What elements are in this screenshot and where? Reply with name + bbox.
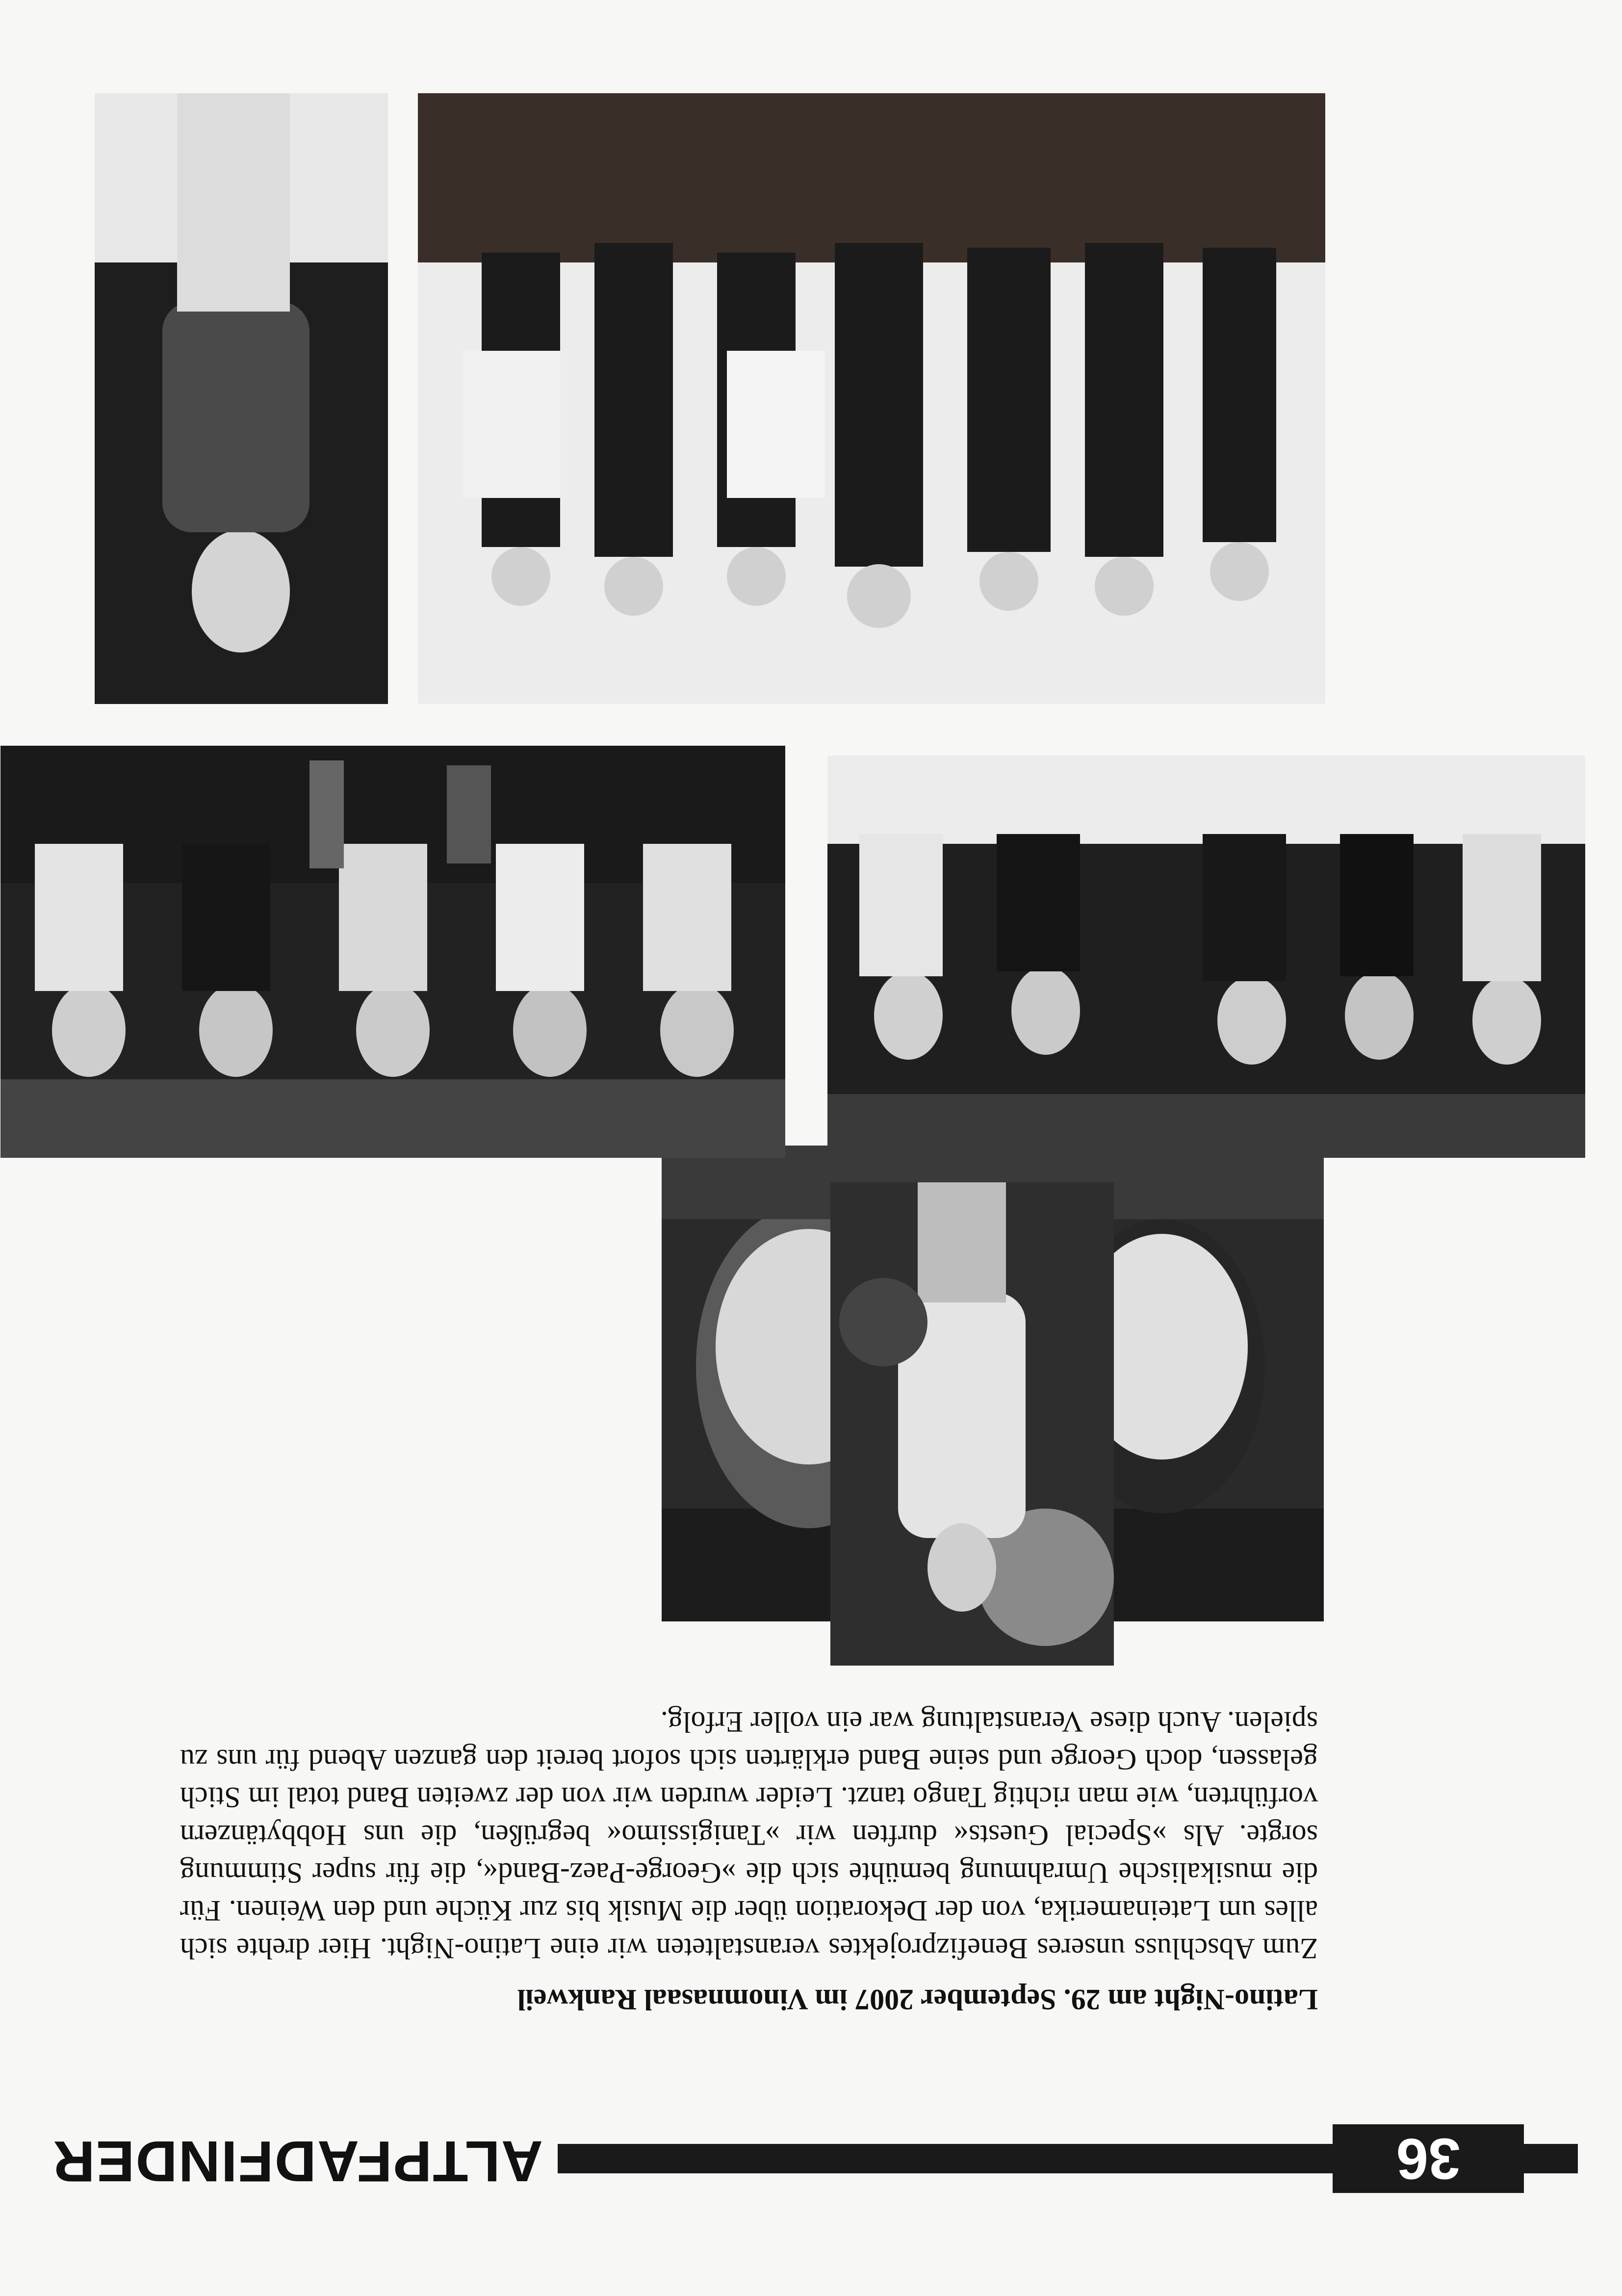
- header-title: ALTPFADFINDER: [37, 2124, 558, 2198]
- photo-bar-group-right: [0, 746, 785, 1158]
- photo-large-group: [418, 93, 1325, 704]
- page-number: 36: [1333, 2124, 1524, 2193]
- article-heading: Latino-Night am 29. September 2007 im Vinomnasaal Rankweil: [517, 1983, 1318, 2016]
- photo-singer: [830, 1182, 1114, 1666]
- photo-woman-standing: [95, 93, 388, 704]
- article-body: Zum Abschluss unseres Benefizprojektes veranstalteten wir eine Latino-Night. Hier drehte sich alles um Lateinamerika, von der Dekoration über die Musik bis zur Küche und den Weinen. Für die musikalische Umrahmung bemühte sich die »George-Paez-Band«, die für super Stimmung sorgte. Als »Special Guests« durften wir »Tanigissimo« begrüßen, die uns Hobbytänzern vorführten, wie man richtig Tango tanzt. Leider wurden wir von der zweiten Band total im Stich gelassen, doch George und seine Band erklärten sich sofort bereit den ganzen Abend für uns zu spielen. Auch diese Veranstaltung war ein voller Erfolg.: [180, 1706, 1318, 1965]
- photo-bar-group-left: [827, 756, 1585, 1158]
